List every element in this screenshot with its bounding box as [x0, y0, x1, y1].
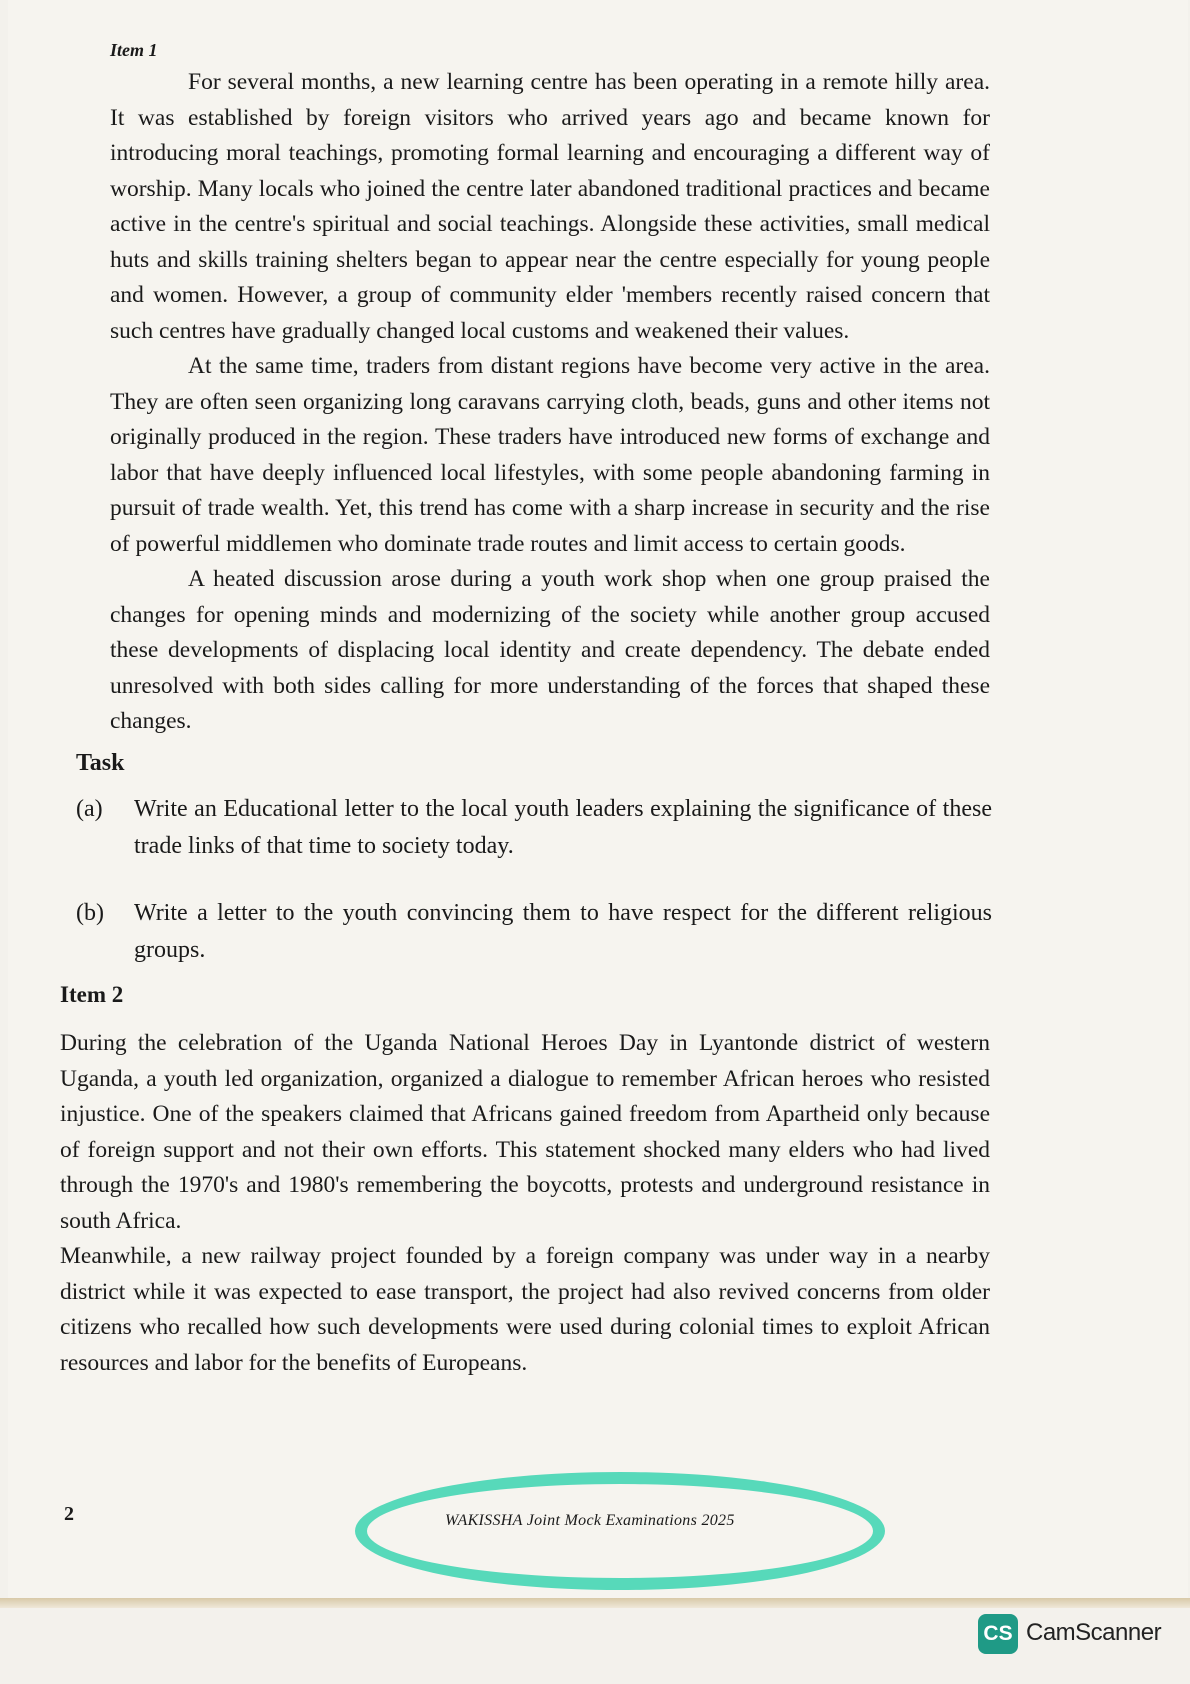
- camscanner-wordmark: CamScanner: [1026, 1619, 1162, 1646]
- item2-title: Item 2: [60, 982, 124, 1007]
- item1-paragraph-2: At the same time, traders from distant regions have become very active in the area. They are often seen organizing long caravans carrying cloth, beads, guns and other items not originally produced in the region. These traders have introduced new forms of exchange and labor that have deeply influenced local lifestyles, with some people abandoning farming in pursuit of trade wealth. Yet, this trend has come with a sharp increase in security and the rise of powerful middlemen who dominate trade routes and limit access to certain goods.: [110, 353, 990, 557]
- task-title: Task: [76, 750, 125, 776]
- item2-section: [60, 982, 990, 1381]
- camscanner-logo-icon: CS: [978, 1614, 1018, 1654]
- page-number: 2: [64, 1503, 74, 1525]
- task-section: [76, 750, 992, 969]
- item1-section: [110, 40, 990, 740]
- task-a-text: Write an Educational letter to the local youth leaders explaining the significance of these trade links of that time to society today.: [134, 796, 992, 859]
- item1-paragraph-3: A heated discussion arose during a youth work shop when one group praised the changes for opening minds and modernizing of the society while another group accused these developments of displacing local identity and create dependency. The debate ended unresolved with both sides calling for more understanding of the forces that shaped these changes.: [110, 566, 990, 734]
- item2-paragraph-2: Meanwhile, a new railway project founded by a foreign company was under way in a nearby district while it was expected to ease transport, the project had also revived concerns from older citizens who recalled how such developments were used during colonial times to exploit African resources and labor for the benefits of Europeans.: [60, 1243, 990, 1376]
- item2-paragraph-1: During the celebration of the Uganda National Heroes Day in Lyantonde district of western Uganda, a youth led organization, organized a dialogue to remember African heroes who resisted injustice. One of the speakers claimed that Africans gained freedom from Apartheid only because of foreign support and not their own efforts. This statement shocked many elders who had lived through the 1970's and 1980's remembering the boycotts, protests and underground resistance in south Africa.: [60, 1030, 990, 1234]
- task-b-letter: (b): [76, 900, 104, 926]
- exam-footer-title: WAKISSHA Joint Mock Examinations 2025: [445, 1512, 735, 1529]
- item1-title: Item 1: [110, 40, 158, 60]
- task-a: [76, 791, 992, 865]
- page-bottom-edge: [0, 1598, 1190, 1608]
- task-b-text: Write a letter to the youth convincing them to have respect for the different religious groups.: [134, 900, 992, 963]
- task-a-letter: (a): [76, 796, 103, 822]
- item1-paragraph-1: For several months, a new learning centre has been operating in a remote hilly area. It was established by foreign visitors who arrived years ago and became known for introducing moral teachings, promoting formal learning and encouraging a different way of worship. Many locals who joined the centre later abandoned traditional practices and became active in the centre's spiritual and social teachings. Alongside these activities, small medical huts and skills training shelters began to appear near the centre especially for young people and women. However, a group of community elder 'members recently raised concern that such centres have gradually changed local customs and weakened their values.: [110, 69, 990, 344]
- task-b: [76, 895, 992, 969]
- highlight-oval: [355, 1472, 885, 1590]
